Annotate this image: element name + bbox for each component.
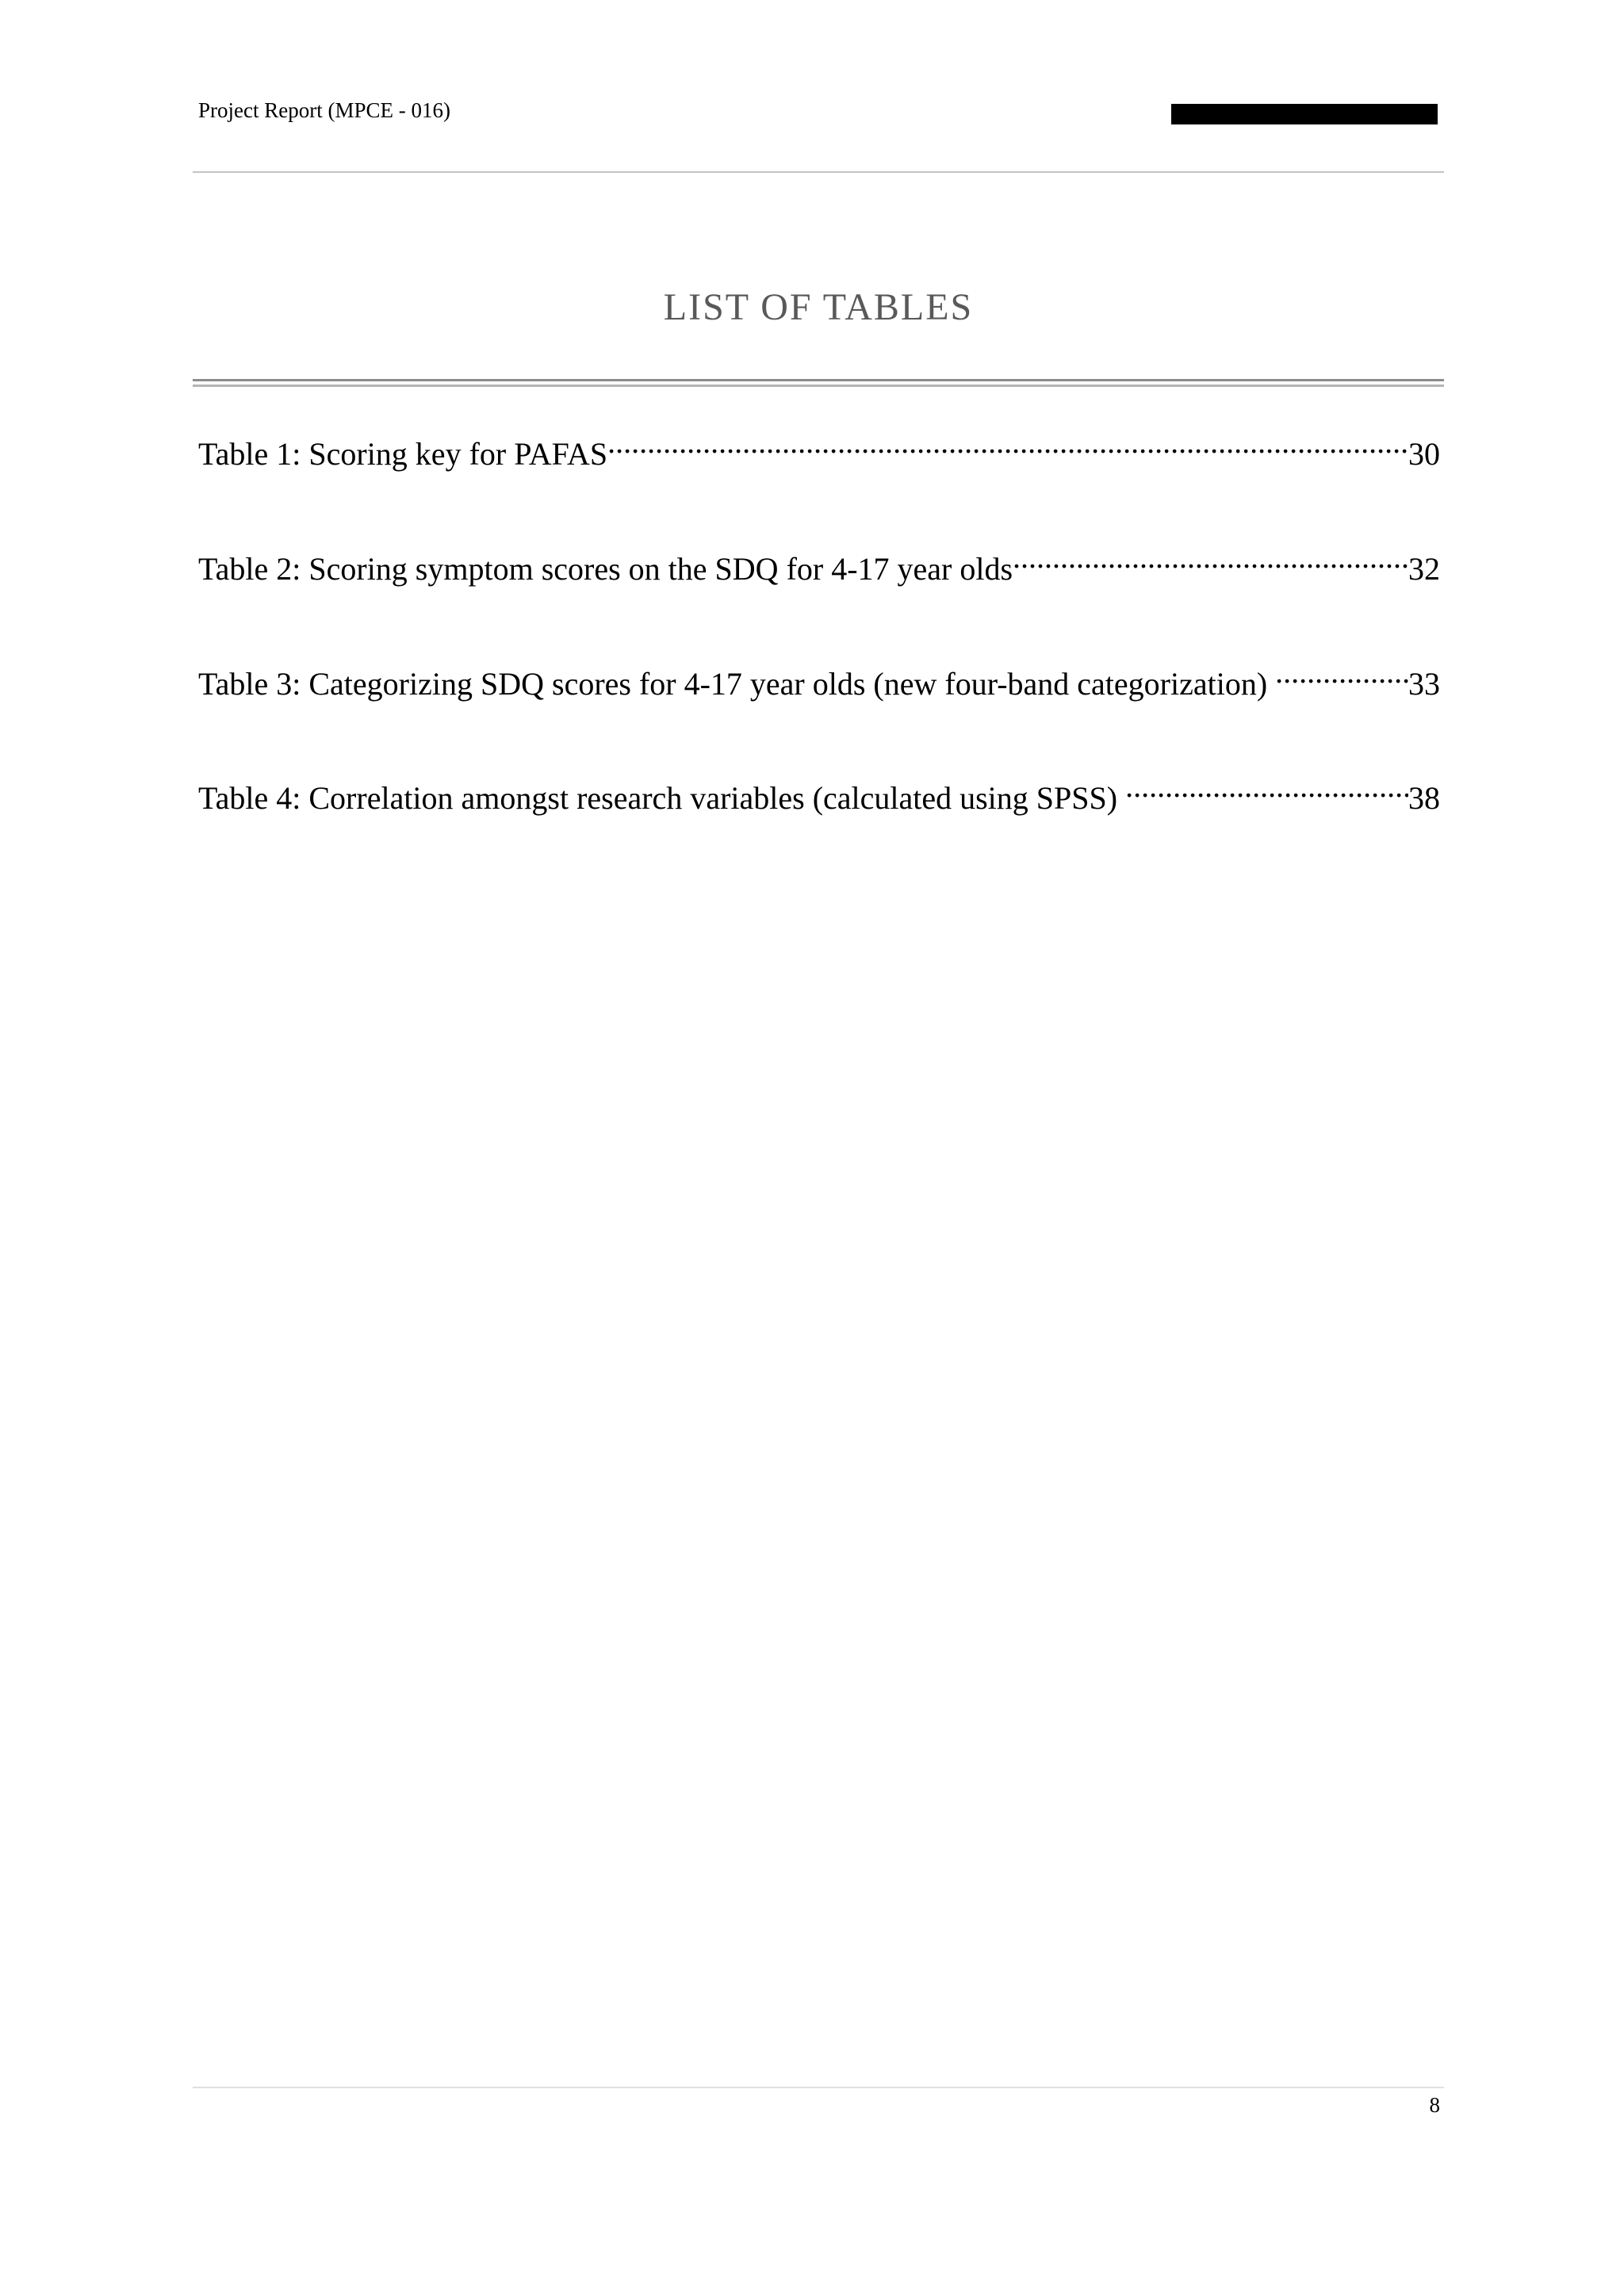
toc-entry-label: Table 2: Scoring symptom scores on the SDQ for 4-17 year olds — [198, 551, 1013, 587]
toc-entry-table-2[interactable] — [198, 535, 1440, 587]
title-double-rule — [193, 379, 1444, 387]
page-number: 8 — [1429, 2093, 1440, 2117]
toc-dot-leader — [1013, 535, 1408, 580]
page-title: LIST OF TABLES — [663, 286, 974, 328]
toc-entry-table-3[interactable] — [198, 650, 1440, 702]
toc-entry-table-4[interactable] — [198, 764, 1440, 816]
toc-entry-page: 30 — [1408, 436, 1440, 472]
header-divider — [193, 171, 1444, 173]
report-header-label: Project Report (MPCE - 016) — [198, 98, 450, 122]
toc-dot-leader — [1275, 650, 1408, 695]
toc-dot-leader — [607, 420, 1408, 465]
toc-entry-page: 32 — [1408, 551, 1440, 587]
toc-entry-label: Table 1: Scoring key for PAFAS — [198, 436, 608, 472]
toc-entry-label: Table 4: Correlation amongst research variables (calculated using SPSS) — [198, 780, 1126, 816]
footer-divider — [193, 2087, 1444, 2088]
toc-dot-leader — [1125, 764, 1408, 809]
toc-entry-page: 33 — [1408, 666, 1440, 702]
toc-entry-page: 38 — [1408, 780, 1440, 816]
toc-entry-label: Table 3: Categorizing SDQ scores for 4-17 year olds (new four-band categorization) — [198, 666, 1276, 702]
redacted-author-bar — [1171, 104, 1438, 124]
toc-entry-table-1[interactable] — [198, 420, 1440, 472]
